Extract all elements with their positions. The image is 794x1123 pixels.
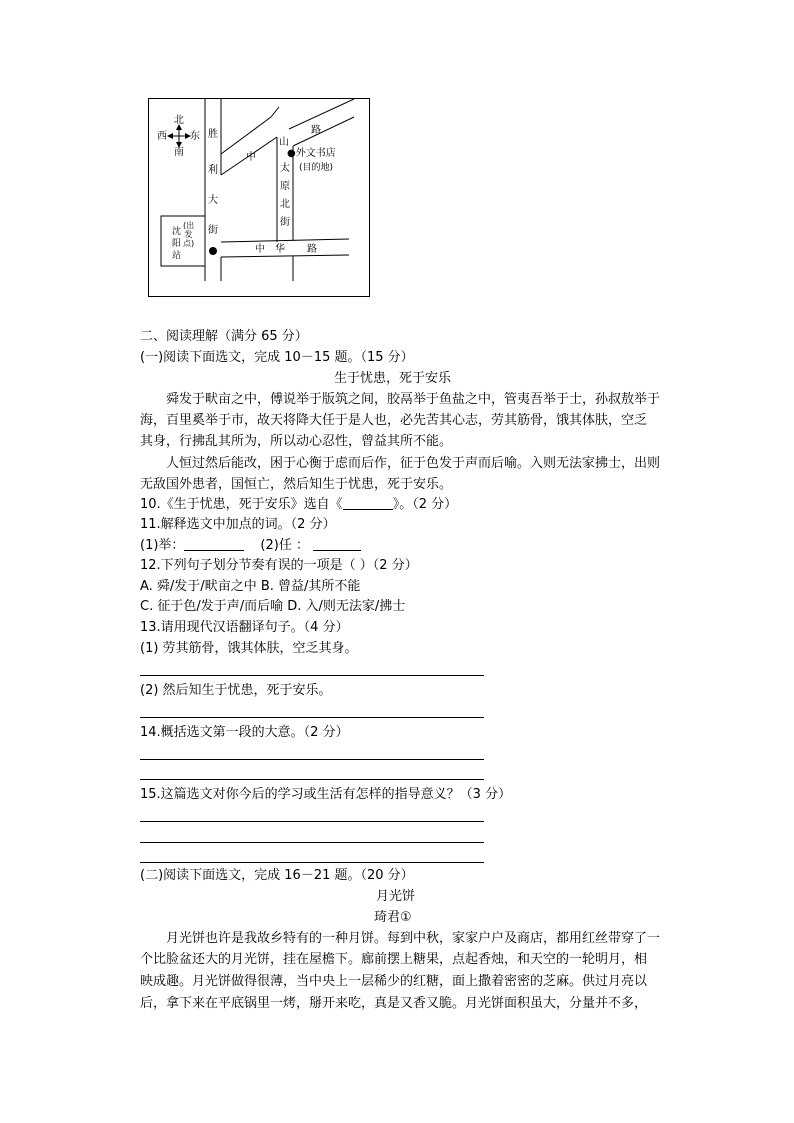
answer-line[interactable]: [140, 779, 484, 780]
destination-label: (目的地): [299, 163, 334, 173]
station-note: (出发点): [183, 221, 195, 248]
part1-p1-line3: 其身，行拂乱其所为，所以动心忍性，曾益其所不能。: [140, 434, 453, 449]
part1-p1-line2: 海，百里奚举于市，故天将降大任于是人也，必先苦其心志，劳其筋骨，饿其体肤，空乏: [140, 413, 648, 428]
answer-line[interactable]: [140, 862, 484, 863]
question-11-item1: (1)举：: [140, 538, 185, 553]
question-11-item2: (2)任 ：: [260, 538, 309, 553]
question-13: 13.请用现代汉语翻译句子。（4 分）: [140, 620, 349, 635]
start-point-marker: [209, 247, 217, 255]
part2-line1: 月光饼也许是我故乡特有的一种月饼。每到中秋，家家户户及商店，都用红丝带穿了一: [166, 931, 661, 946]
part1-p1-line1: 舜发于畎亩之中，傅说举于版筑之间，胶鬲举于鱼盐之中，管夷吾举于士，孙叔敖举于: [166, 392, 661, 407]
street-zhonghua-char3: 路: [307, 244, 317, 255]
compass-north: 北: [174, 115, 184, 126]
question-10: [140, 496, 457, 513]
part2-title: 月光饼: [376, 889, 416, 904]
street-zhongshan-char1: 中: [246, 152, 256, 163]
street-zhongshan-char2: 山: [279, 137, 289, 148]
part1-title: 生于忧患，死于安乐: [334, 371, 452, 386]
station-name: 沈阳站: [171, 227, 181, 261]
street-taiyuan-char4: 街: [280, 217, 290, 228]
map-roads: [149, 99, 369, 296]
street-shengli-char4: 街: [208, 225, 218, 236]
part1-intro: (一)阅读下面选文，完成 10－15 题。（15 分）: [140, 350, 414, 365]
part2-line2: 个比脸盆还大的月光饼，挂在屋檐下。廊前摆上糖果，点起香烛，和天空的一轮明月，相: [140, 952, 648, 967]
answer-line[interactable]: [140, 675, 484, 676]
answer-line[interactable]: [140, 821, 484, 822]
answer-line[interactable]: [140, 717, 484, 718]
question-13-item2: (2) 然后知生于忧患，死于安乐。: [140, 683, 332, 698]
street-zhonghua-char1: 中: [255, 244, 265, 255]
part2-line3: 映成趣。月光饼做得很薄，当中央上一层稀少的红糖，面上撒着密密的芝麻。供过月亮以: [140, 974, 648, 989]
question-15: 15.这篇选文对你今后的学习或生活有怎样的指导意义？（3 分）: [140, 787, 512, 802]
question-12-options-cd: C. 征于色/发于声/而后喻 D. 入/则无法家/拂士: [140, 599, 406, 614]
question-14: 14.概括选文第一段的大意。（2 分）: [140, 725, 349, 740]
answer-line[interactable]: [140, 759, 484, 760]
question-10-text-b: 》。（2 分）: [392, 497, 458, 512]
bookstore-label: ●外文书店: [287, 148, 336, 159]
street-zhonghua-char2: 华: [275, 244, 285, 255]
question-11-answers: [140, 537, 361, 554]
street-shengli-char3: 大: [208, 195, 218, 206]
question-13-item1: (1) 劳其筋骨，饿其体肤，空乏其身。: [140, 641, 358, 656]
street-zhongshan-char3: 路: [311, 125, 321, 136]
street-taiyuan-char1: 太: [280, 163, 290, 174]
question-11-blank1[interactable]: [184, 537, 244, 551]
question-11: 11.解释选文中加点的词。（2 分）: [140, 517, 336, 532]
question-10-blank[interactable]: [343, 496, 393, 510]
street-shengli-char1: 胜: [208, 129, 218, 140]
compass-south: 南: [174, 147, 184, 158]
street-taiyuan-char3: 北: [280, 199, 290, 210]
compass-east: 东: [190, 131, 200, 142]
part1-p2-line2: 无敌国外患者，国恒亡，然后知生于忧患，死于安乐。: [140, 477, 453, 492]
route-map: [148, 98, 370, 297]
street-shengli-char2: 利: [208, 165, 218, 176]
section-title: 二、阅读理解（满分 65 分）: [140, 329, 308, 344]
part1-p2-line1: 人恒过然后能改，困于心衡于虑而后作，征于色发于声而后喻。入则无法家拂士，出则: [166, 456, 661, 471]
answer-line[interactable]: [140, 842, 484, 843]
compass-west: 西: [157, 131, 167, 142]
part2-line4: 后，拿下来在平底锅里一烤，掰开来吃，真是又香又脆。月光饼面积虽大，分量并不多，: [140, 996, 648, 1011]
part2-author: 琦君①: [374, 910, 412, 925]
question-12-options-ab: A. 舜/发于/畎亩之中 B. 曾益/其所不能: [140, 579, 361, 594]
part2-intro: (二)阅读下面选文，完成 16－21 题。（20 分）: [140, 868, 414, 883]
question-10-text-a: 10.《生于忧患，死于安乐》选自《: [140, 497, 343, 512]
question-12: 12.下列句子划分节奏有误的一项是（ ）（2 分）: [140, 558, 418, 573]
street-taiyuan-char2: 原: [280, 181, 290, 192]
question-11-blank2[interactable]: [313, 537, 361, 551]
